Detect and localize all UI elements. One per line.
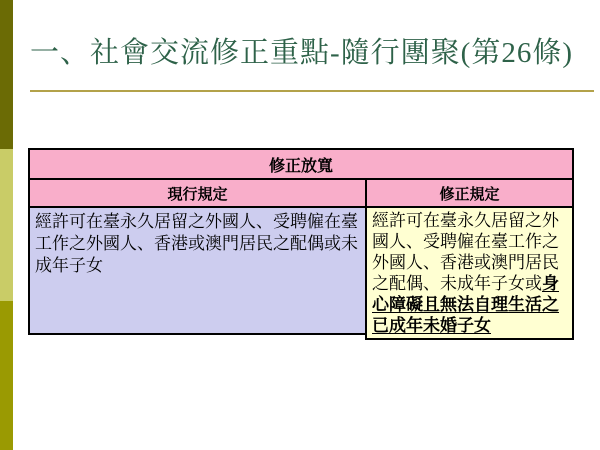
title-underline-rule bbox=[30, 90, 594, 92]
revised-rule-header-text: 修正規定 bbox=[439, 186, 500, 203]
current-rule-cell bbox=[28, 206, 367, 335]
accent-bar-top-segment bbox=[0, 0, 13, 149]
table-title-text: 修正放寬 bbox=[268, 157, 333, 175]
table-title-cell bbox=[28, 148, 574, 180]
current-rule-header-text: 現行規定 bbox=[167, 186, 228, 203]
accent-bar-middle-segment bbox=[0, 149, 13, 301]
revised-rule-text: 經許可在臺永久居留之外國人、受聘僱在臺工作之外國人、香港或澳門居民之配偶、未成年子女或 bbox=[372, 211, 559, 293]
accent-bar-bottom-segment bbox=[0, 301, 13, 450]
revised-rule-cell bbox=[365, 206, 574, 340]
revised-rule-header-cell bbox=[365, 178, 574, 208]
revised-rule-emphasis-text: 身心障礙且無法自理生活之已成年未婚子女 bbox=[372, 274, 559, 335]
slide-title: 一、社會交流修正重點-隨行團聚(第26條) bbox=[30, 37, 573, 69]
current-rule-text: 經許可在臺永久居留之外國人、受聘僱在臺工作之外國人、香港或澳門居民之配偶或未成年子女 bbox=[35, 212, 358, 275]
current-rule-header-cell bbox=[28, 178, 367, 208]
